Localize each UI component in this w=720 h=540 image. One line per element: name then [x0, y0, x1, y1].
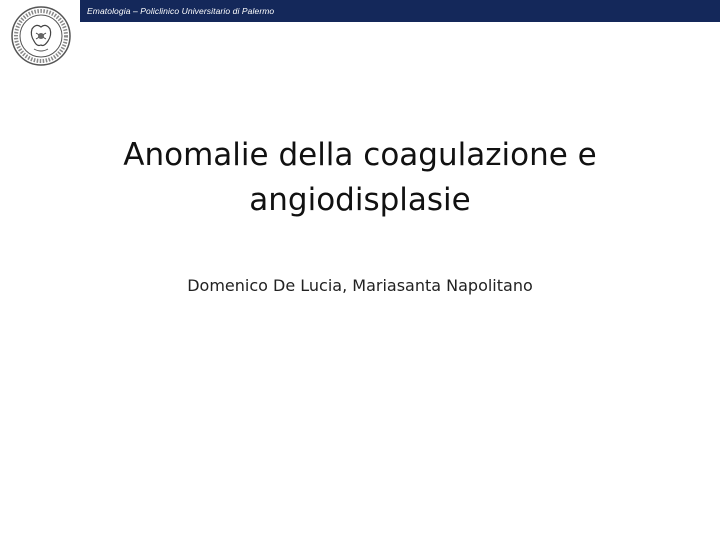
header-bar: [80, 0, 720, 22]
slide-title: Anomalie della coagulazione e angiodisplasie: [123, 137, 597, 218]
header-text: Ematologia – Policlinico Universitario di Palermo: [87, 6, 275, 16]
slide-authors: Domenico De Lucia, Mariasanta Napolitano: [187, 276, 533, 295]
university-seal-icon: [10, 5, 72, 67]
